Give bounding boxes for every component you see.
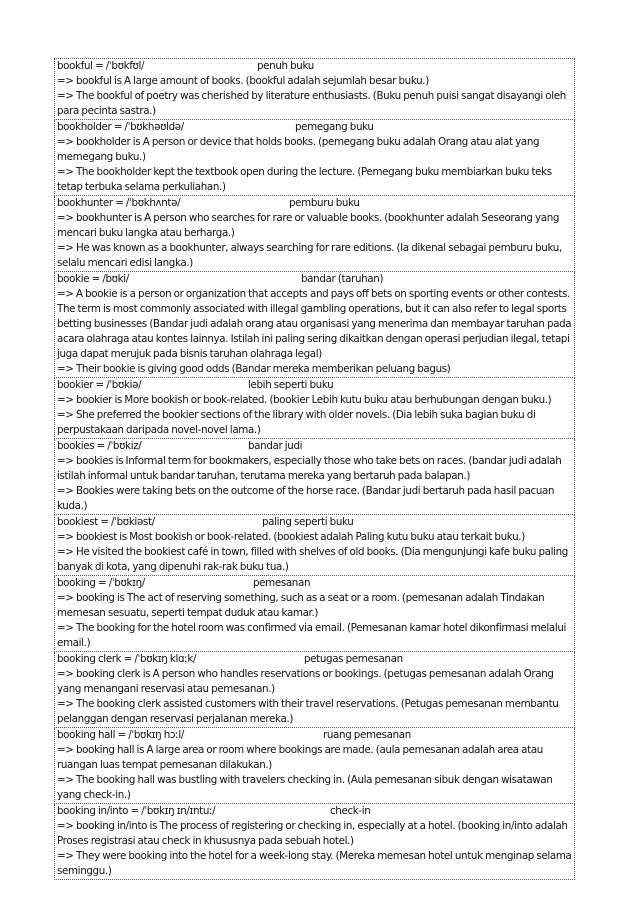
entry-bookhunter [54, 196, 575, 272]
translation: lebih seperti buku [248, 379, 334, 391]
definition: => A bookie is a person or organization that accepts and pays off bets on sporting events or other contests. The term is most commonly associated with illegal gambling operations, but it can also refer to legal sports betting businesses (Bandar judi adalah orang atau organisasi yang menerima dan membayar taruhan pada acara olahraga atau kontes lainnya. Istilah ini paling sering dikaitkan dengan operasi perjudian ilegal, tetapi juga dapat merujuk pada bisnis taruhan olahraga legal) [57, 288, 572, 360]
headword: booking = /ˈbʊkɪŋ/ [57, 577, 145, 589]
entry-head [57, 728, 572, 743]
example: => The bookholder kept the textbook open during the lecture. (Pemegang buku membiarkan buku teks tetap terbuka selama perkuliahan.) [57, 166, 552, 193]
example: => He was known as a bookhunter, always searching for rare editions. (Ia dikenal sebagai pemburu buku, selalu mencari edisi langka.) [57, 242, 562, 269]
entry-bookiest [54, 515, 575, 576]
definition: => bookholder is A person or device that holds books. (pemegang buku adalah Orang atau alat yang memegang buku.) [57, 136, 540, 163]
entry-head [57, 576, 572, 591]
entry-head [57, 515, 572, 530]
definition: => booking hall is A large area or room where bookings are made. (aula pemesanan adalah area atau ruangan luas tempat pemesanan dilakukan.) [57, 744, 543, 771]
entry-head [57, 652, 572, 667]
entry-bookier [54, 378, 575, 439]
entry-head [57, 120, 572, 135]
example: => Bookies were taking bets on the outcome of the horse race. (Bandar judi bertaruh pada hasil pacuan kuda.) [57, 485, 555, 512]
definition: => bookhunter is A person who searches for rare or valuable books. (bookhunter adalah Seseorang yang mencari buku langka atau berharga.) [57, 212, 560, 239]
headword: bookie = /bʊki/ [57, 273, 129, 285]
headword: booking clerk = /ˈbʊkɪŋ klɑːk/ [57, 653, 197, 665]
translation: check-in [330, 805, 371, 817]
entry-head [57, 439, 572, 454]
entry-bookies [54, 439, 575, 515]
entry-head [57, 804, 572, 819]
entry-head [57, 378, 572, 393]
entry-booking-in-into [54, 804, 575, 880]
headword: bookhunter = /ˈbʊkhʌntə/ [57, 197, 181, 209]
entry-booking-clerk [54, 652, 575, 728]
example: => The booking clerk assisted customers with their travel reservations. (Petugas pemesanan membantu pelanggan dengan reservasi perjalanan mereka.) [57, 698, 559, 725]
headword: bookier = /ˈbʊkiə/ [57, 379, 142, 391]
headword: bookies = /ˈbʊkiz/ [57, 440, 142, 452]
entry-booking [54, 576, 575, 652]
translation: petugas pemesanan [304, 653, 403, 665]
definition: => bookier is More bookish or book-related. (bookier Lebih kutu buku atau berhubungan dengan buku.) [57, 394, 552, 406]
translation: pemburu buku [289, 197, 360, 209]
example: => She preferred the bookier sections of the library with older novels. (Dia lebih suka bagian buku di perpustakaan daripada novel-novel lama.) [57, 409, 536, 436]
headword: booking in/into = /ˈbʊkɪŋ ɪn/ɪntuː/ [57, 805, 216, 817]
entry-booking-hall [54, 728, 575, 804]
dictionary-page [54, 58, 575, 880]
definition: => bookful is A large amount of books. (bookful adalah sejumlah besar buku.) [57, 75, 429, 87]
definition: => bookies is Informal term for bookmakers, especially those who take bets on races. (bandar judi adalah istilah informal untuk bandar taruhan, terutama mereka yang bertaruh pada balapan.) [57, 455, 562, 482]
translation: pemegang buku [295, 121, 374, 133]
example: => The bookful of poetry was cherished by literature enthusiasts. (Buku penuh puisi sangat disayangi oleh para pecinta sastra.) [57, 90, 566, 117]
definition: => booking is The act of reserving something, such as a seat or a room. (pemesanan adalah Tindakan memesan sesuatu, seperti tempat duduk atau kamar.) [57, 592, 545, 619]
headword: bookful = /ˈbʊkfʊl/ [57, 60, 145, 72]
entry-bookie [54, 272, 575, 378]
example: => Their bookie is giving good odds (Bandar mereka memberikan peluang bagus) [57, 363, 451, 375]
definition: => bookiest is Most bookish or book-related. (bookiest adalah Paling kutu buku atau terkait buku.) [57, 531, 525, 543]
example: => The booking for the hotel room was confirmed via email. (Pemesanan kamar hotel dikonfirmasi melalui email.) [57, 622, 567, 649]
example: => They were booking into the hotel for a week-long stay. (Mereka memesan hotel untuk menginap selama seminggu.) [57, 850, 572, 877]
definition: => booking clerk is A person who handles reservations or bookings. (petugas pemesanan adalah Orang yang menangani reservasi atau pemesanan.) [57, 668, 554, 695]
headword: bookholder = /ˈbʊkhəʊldə/ [57, 121, 184, 133]
translation: pemesanan [253, 577, 311, 589]
example: => The booking hall was bustling with travelers checking in. (Aula pemesanan sibuk dengan wisatawan yang check-in.) [57, 774, 553, 801]
translation: penuh buku [257, 60, 314, 72]
entry-head [57, 196, 572, 211]
entry-bookful [54, 59, 575, 120]
translation: ruang pemesanan [323, 729, 411, 741]
example: => He visited the bookiest café in town, filled with shelves of old books. (Dia mengunjungi kafe buku paling banyak di kota, yang dipenuhi rak-rak buku tua.) [57, 546, 568, 573]
entry-head [57, 59, 572, 74]
entry-head [57, 272, 572, 287]
headword: bookiest = /ˈbʊkiəst/ [57, 516, 155, 528]
translation: paling seperti buku [262, 516, 354, 528]
translation: bandar judi [248, 440, 303, 452]
entry-bookholder [54, 120, 575, 196]
headword: booking hall = /ˈbʊkɪŋ hɔːl/ [57, 729, 184, 741]
translation: bandar (taruhan) [301, 273, 384, 285]
definition: => booking in/into is The process of registering or checking in, especially at a hotel. (booking in/into adalah Proses registrasi atau check in khususnya pada sebuah hotel.) [57, 820, 568, 847]
